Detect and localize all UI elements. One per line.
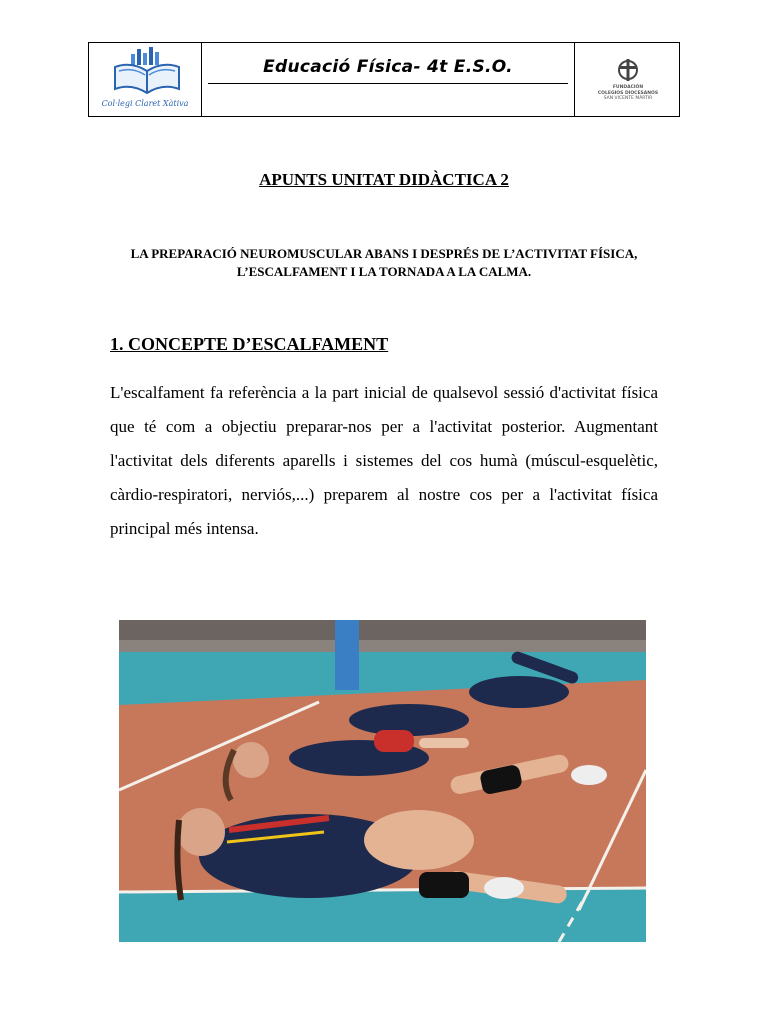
volleyball-players-stretching-image [119, 620, 646, 942]
school-logo-text: Col·legi Claret Xàtiva [101, 99, 189, 108]
course-title: Educació Física- 4t E.S.O. [263, 57, 513, 77]
foundation-logo-line1: FUNDACIÓN [612, 85, 644, 90]
document-subtitle: LA PREPARACIÓ NEUROMUSCULAR ABANS I DESPRÉS DE L’ACTIVITAT FÍSICA, L’ESCALFAMENT I LA TORNADA A LA CALMA. [130, 246, 638, 279]
header-table [88, 42, 680, 117]
foundation-logo-line3: SAN VICENTE MÁRTIR [603, 96, 653, 101]
document-title: APUNTS UNITAT DIDÀCTICA 2 [259, 170, 509, 189]
foundation-cross-icon [591, 57, 665, 83]
course-title-underline [208, 83, 568, 84]
section-heading: 1. CONCEPTE D’ESCALFAMENT [110, 334, 389, 354]
foundation-logo-cell [575, 43, 679, 116]
foundation-logo-line2: COLEGIOS DIOCESANOS [597, 90, 659, 96]
school-logo-cell [89, 43, 202, 116]
course-title-cell [202, 43, 575, 116]
body-paragraph: L'escalfament fa referència a la part inicial de qualsevol sessió d'activitat física que té com a objectiu preparar-nos per a l'activitat posterior. Augmentant l'activitat dels diferents aparells i sistemes del cos humà (múscul-esquelètic, càrdio-respiratori, nerviós,...) preparem al nostre cos per a l'activitat física principal més intensa. [110, 383, 658, 538]
foundation-logo [591, 57, 665, 105]
warmup-photo [119, 620, 646, 942]
